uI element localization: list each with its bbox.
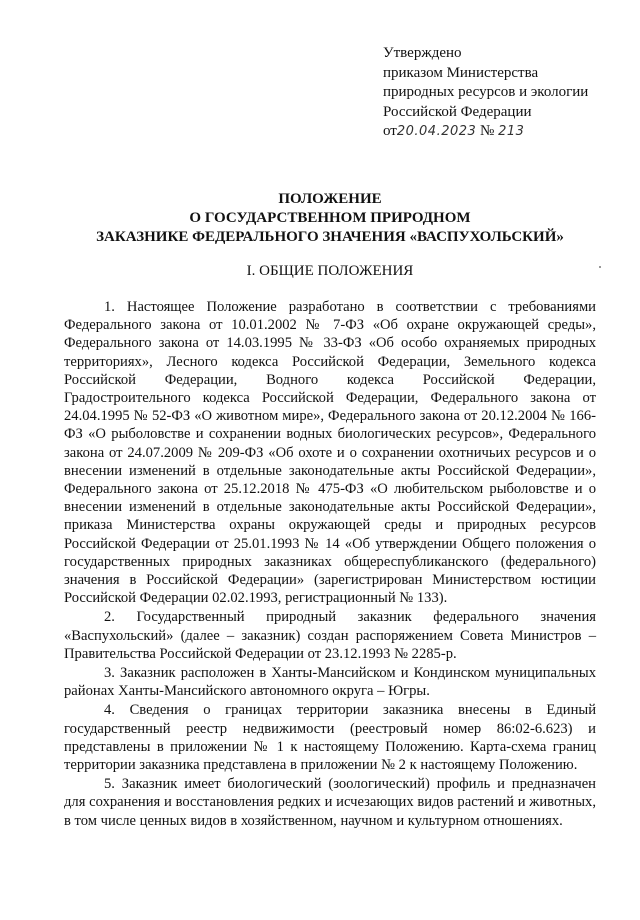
document-title <box>60 190 600 247</box>
approval-block <box>383 44 623 142</box>
number-sign: № <box>480 123 495 139</box>
approval-line: Утверждено <box>383 45 462 61</box>
scan-speck <box>599 266 601 268</box>
approval-date-line <box>383 122 623 142</box>
handwritten-date: 20.04.2023 <box>396 124 477 139</box>
section-heading: I. ОБЩИЕ ПОЛОЖЕНИЯ <box>246 263 414 279</box>
title-line: ЗАКАЗНИКЕ ФЕДЕРАЛЬНОГО ЗНАЧЕНИЯ «ВАСПУХОЛЬСКИЙ» <box>96 229 564 245</box>
paragraph-1: 1. Настоящее Положение разработано в соответствии с требованиями Федерального закона от 10.01.2002 № 7-ФЗ «Об охране окружающей среды», Федерального закона от 14.03.1995 № 33-ФЗ «Об особо охраняемых природных территориях», Лесного кодекса Российской Федерации, Земельного кодекса Российской Федерации, Водного кодекса Российской Федерации, Градостроительного кодекса Российской Федерации, Федерального закона от 24.04.1995 № 52-ФЗ «О животном мире», Федерального закона от 20.12.2004 № 166-ФЗ «О рыболовстве и сохранении водных биологических ресурсов», Федерального закона от 24.07.2009 № 209-ФЗ «Об охоте и о сохранении охотничьих ресурсов и о внесении изменений в отдельные законодательные акты Российской Федерации», Федерального закона от 25.12.2018 № 475-ФЗ «О любительском рыболовстве и о внесении изменений в отдельные законодательные акты Российской Федерации», приказа Министерства охраны окружающей среды и природных ресурсов Российской Федерации от 25.01.1993 № 14 «Об утверждении Общего положения о государственных природных заказниках общереспубликанского (федерального) значения в Российской Федерации» (зарегистрирован Министерством юстиции Российской Федерации 02.02.1993, регистрационный № 133). <box>64 299 596 607</box>
document-body <box>64 298 596 831</box>
approval-line: природных ресурсов и экологии <box>383 84 589 100</box>
title-line: О ГОСУДАРСТВЕННОМ ПРИРОДНОМ <box>189 210 471 226</box>
date-prefix: от <box>383 123 397 139</box>
approval-line: Российской Федерации <box>383 103 532 120</box>
title-line: ПОЛОЖЕНИЕ <box>278 191 382 207</box>
handwritten-number: 213 <box>498 124 525 139</box>
paragraph-4: 4. Сведения о границах территории заказника внесены в Единый государственный реестр недвижимости (реестровый номер 86:02-6.623) и представлены в приложении № 1 к настоящему Положению. Карта-схема границ территории заказника представлена в приложении № 2 к настоящему Положению. <box>64 702 596 774</box>
paragraph-5: 5. Заказник имеет биологический (зоологический) профиль и предназначен для сохранения и восстановления редких и исчезающих видов растений и животных, в том числе ценных видов в хозяйственном, научном и культурном отношениях. <box>64 776 596 829</box>
approval-line: приказом Министерства <box>383 64 539 81</box>
paragraph-2: 2. Государственный природный заказник федерального значения «Васпухольский» (далее – заказник) создан распоряжением Совета Министров – Правительства Российской Федерации от 23.12.1993 № 2285-р. <box>64 609 596 662</box>
paragraph-3: 3. Заказник расположен в Ханты-Мансийском и Кондинском муниципальных районах Ханты-Мансийского автономного округа – Югры. <box>64 665 596 700</box>
